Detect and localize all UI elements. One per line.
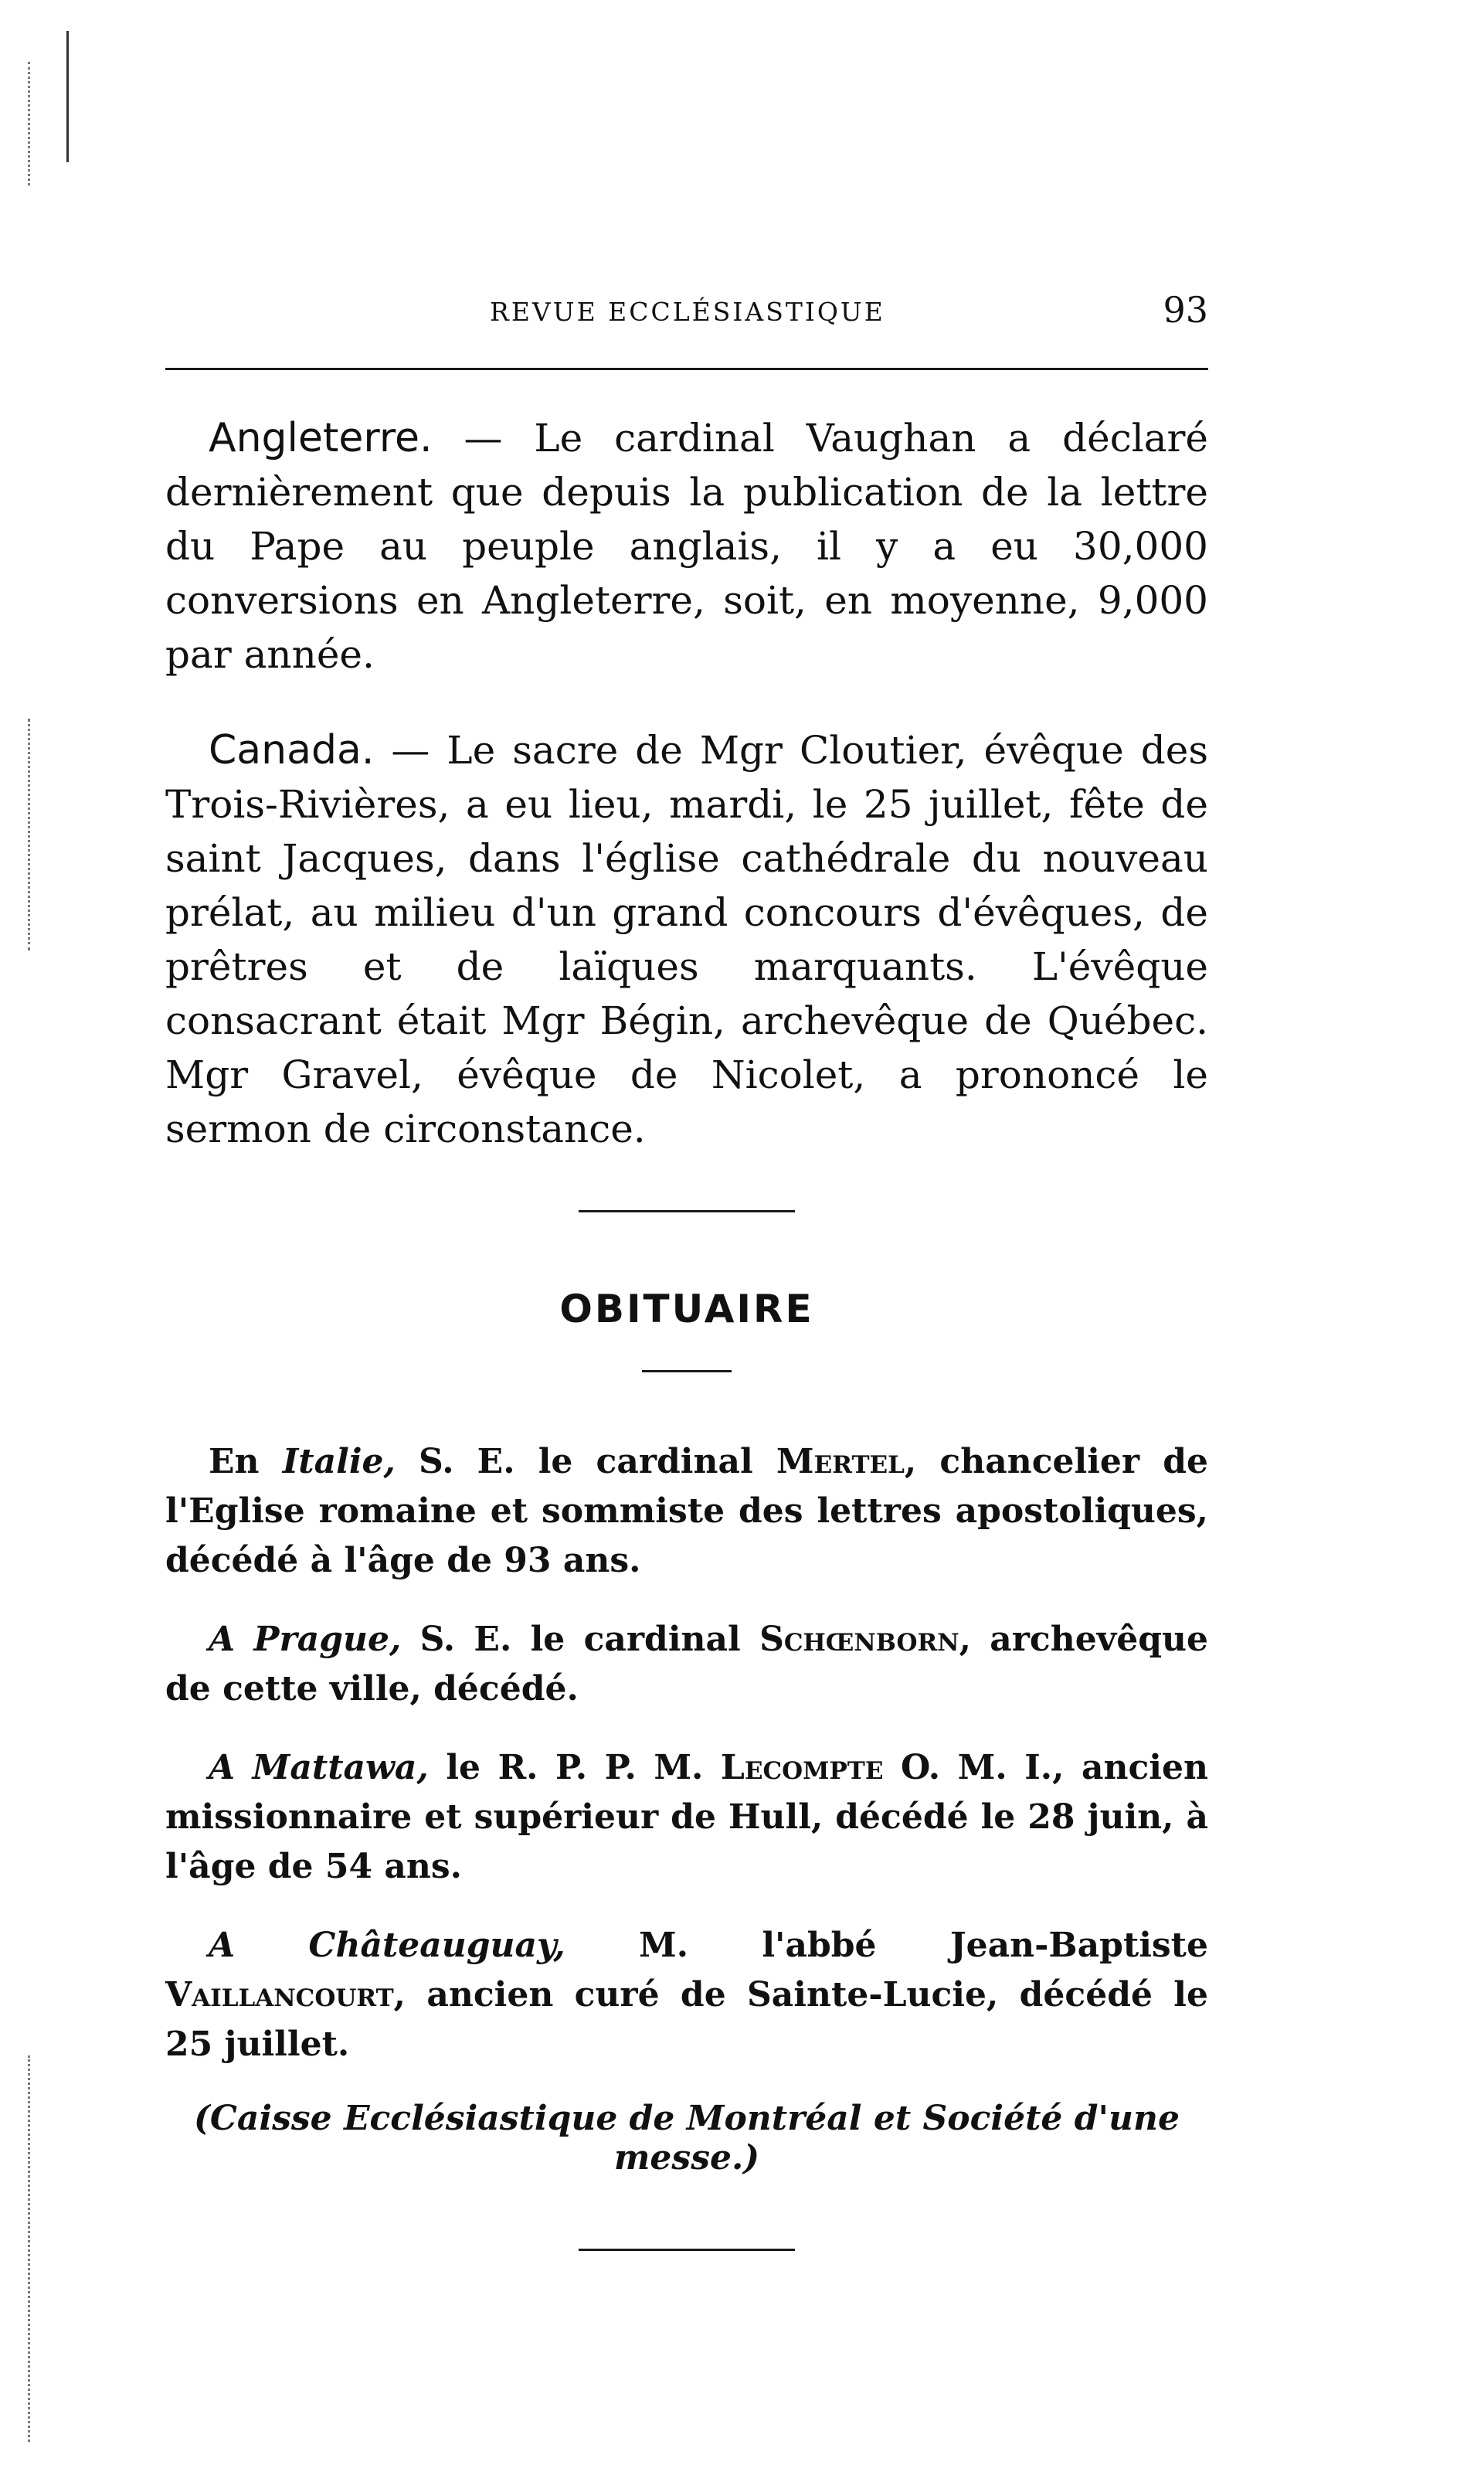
scan-margin-dots	[28, 62, 33, 185]
obituary-title: OBITUAIRE	[559, 1287, 814, 1331]
news-paragraph-canada	[165, 723, 1208, 1156]
entry-name: Mertel,	[776, 1442, 917, 1481]
entry-text: ancien curé de Sainte-Lucie, décédé le 25 juillet.	[165, 1975, 1208, 2064]
obituary-entry	[165, 1615, 1208, 1714]
obituary-source-note: (Caisse Ecclésiastique de Montréal et Société d'une messe.)	[194, 2099, 1180, 2178]
binding-edge-mark	[66, 31, 69, 162]
news-lead: Angleterre.	[209, 415, 433, 461]
entry-name: Schœnborn,	[759, 1620, 971, 1659]
entry-text: ancien missionnaire et supérieur de Hull, décédé le 28 juin, à l'âge de 54 ans.	[165, 1748, 1208, 1886]
entry-place: A Mattawa,	[209, 1748, 429, 1787]
entry-mid: S. E. le cardinal	[401, 1620, 760, 1659]
entry-mid: le R. P. P. M.	[428, 1748, 721, 1787]
entry-mid: S. E. le cardinal	[395, 1442, 776, 1481]
page-number: 93	[1163, 289, 1208, 331]
obituary-entry	[165, 1743, 1208, 1892]
entry-mid: M. l'abbé Jean-Baptiste	[565, 1926, 1209, 1965]
scan-margin-dots	[28, 719, 33, 950]
end-divider	[579, 2249, 795, 2251]
news-text: — Le sacre de Mgr Cloutier, évêque des Trois-Rivières, a eu lieu, mardi, le 25 juillet, fête de saint Jacques, dans l'église cathédrale du nouveau prélat, au milieu d'un grand concours d'évêques, de prêtres et de laïques marquants. L'évêque consacrant était Mgr Bégin, archevêque de Québec. Mgr Gravel, évêque de Nicolet, a prononcé le sermon de circonstance.	[165, 728, 1208, 1151]
entry-place: A Châteauguay,	[209, 1926, 565, 1965]
entry-name: Lecompte O. M. I.,	[720, 1748, 1065, 1787]
section-divider	[579, 1210, 795, 1212]
entry-place: A Prague,	[209, 1620, 402, 1659]
obituary-list	[165, 1437, 1208, 2069]
page-header	[165, 286, 1208, 348]
entry-text: archevêque de cette ville, décédé.	[165, 1620, 1208, 1708]
scan-margin-dots	[28, 2055, 33, 2442]
page-body	[165, 411, 1208, 2251]
news-section	[165, 411, 1208, 1156]
obituary-entry	[165, 1437, 1208, 1586]
news-text: — Le cardinal Vaughan a déclaré dernièrement que depuis la publication de la lettre du Pape au peuple anglais, il y a eu 30,000 conversions en Angleterre, soit, en moyenne, 9,000 par année.	[165, 416, 1208, 677]
news-lead: Canada.	[209, 727, 375, 774]
entry-place: Italie,	[282, 1442, 396, 1481]
title-underline	[642, 1370, 732, 1372]
news-paragraph-angleterre	[165, 411, 1208, 682]
entry-name: Vaillancourt,	[165, 1975, 406, 2014]
running-title: REVUE ECCLÉSIASTIQUE	[490, 297, 885, 327]
obituary-entry	[165, 1921, 1208, 2069]
entry-prefix: En	[209, 1442, 283, 1481]
entry-text: chancelier de l'Eglise romaine et sommiste des lettres apostoliques, décédé à l'âge de 93 ans.	[165, 1442, 1208, 1580]
header-rule	[165, 368, 1208, 370]
